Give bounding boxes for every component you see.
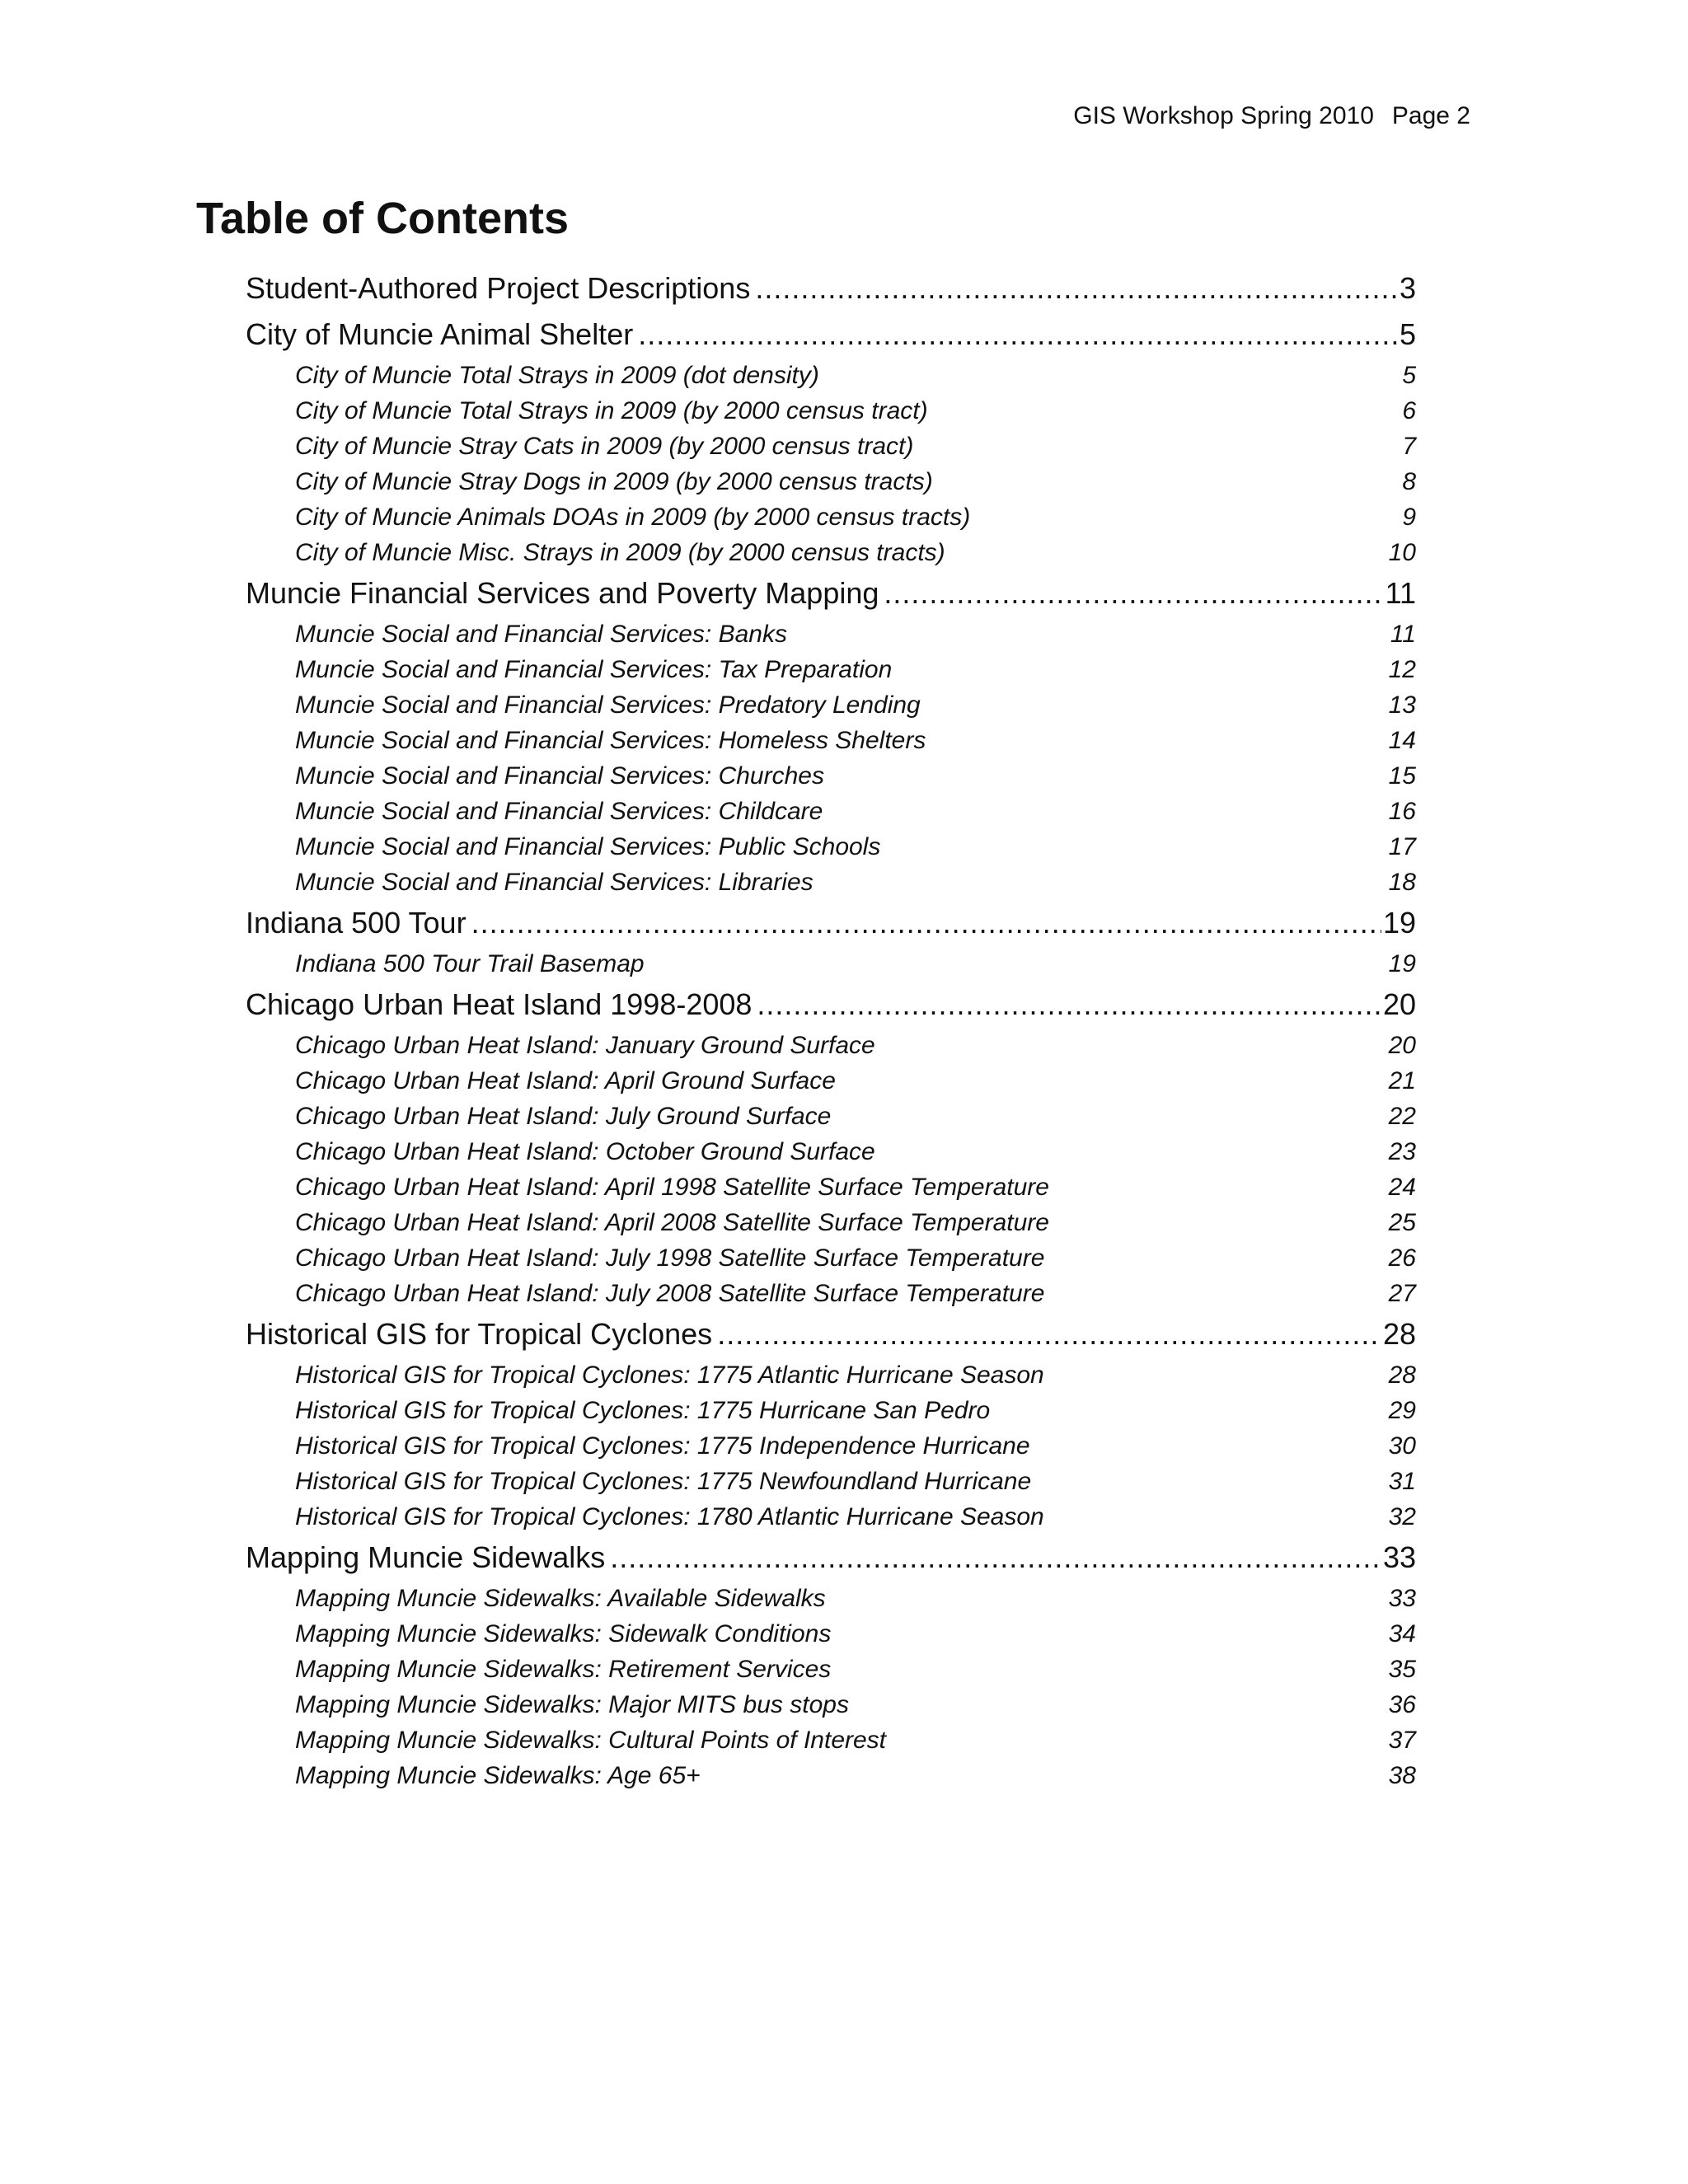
toc-sub-entry[interactable] <box>295 1393 1416 1428</box>
toc-sub-entry-title: Mapping Muncie Sidewalks: Cultural Points of Interest <box>295 1726 887 1754</box>
toc-section-page: 20 <box>1382 987 1416 1021</box>
toc-sub-entry-title: Muncie Social and Financial Services: Banks <box>295 620 787 648</box>
toc-sub-entry-title: Historical GIS for Tropical Cyclones: 1780 Atlantic Hurricane Season <box>295 1502 1044 1530</box>
dot-leader <box>884 576 1383 611</box>
toc-sub-entry-title: Mapping Muncie Sidewalks: Retirement Services <box>295 1655 832 1683</box>
header-page-label: Page 2 <box>1391 102 1470 129</box>
toc-sub-entry-title: Chicago Urban Heat Island: January Ground Surface <box>295 1031 875 1059</box>
toc-sub-entry-page: 33 <box>1388 1584 1416 1612</box>
toc-sub-entry-title: Indiana 500 Tour Trail Basemap <box>295 949 645 977</box>
toc-section-title: City of Muncie Animal Shelter <box>246 317 634 351</box>
toc-sub-entry[interactable] <box>295 1581 1416 1616</box>
toc-sub-entry[interactable] <box>295 1616 1416 1652</box>
toc-sub-entry-page: 15 <box>1388 762 1416 790</box>
toc-sub-entry-title: Muncie Social and Financial Services: Homeless Shelters <box>295 726 926 754</box>
toc-sub-entry-title: Chicago Urban Heat Island: April 1998 Satellite Surface Temperature <box>295 1173 1049 1201</box>
toc-sub-entry-page: 9 <box>1402 503 1416 531</box>
toc-sub-entry[interactable] <box>295 723 1416 758</box>
toc-sub-entry[interactable] <box>295 358 1416 393</box>
toc-sub-entry-page: 23 <box>1388 1137 1416 1165</box>
toc-section-title: Chicago Urban Heat Island 1998-2008 <box>246 987 753 1021</box>
toc-sub-entry[interactable] <box>295 1276 1416 1311</box>
toc-sub-entry-page: 11 <box>1390 620 1416 648</box>
toc-sub-entry-title: Chicago Urban Heat Island: April Ground Surface <box>295 1066 836 1094</box>
toc-sub-entry-title: City of Muncie Total Strays in 2009 (by 2000 census tract) <box>295 396 928 424</box>
toc-sub-entry-title: City of Muncie Stray Cats in 2009 (by 2000 census tract) <box>295 432 914 460</box>
toc-sub-entry-page: 21 <box>1388 1066 1416 1094</box>
toc-sub-entry-title: Chicago Urban Heat Island: October Ground Surface <box>295 1137 875 1165</box>
toc-sub-entry-title: Historical GIS for Tropical Cyclones: 1775 Hurricane San Pedro <box>295 1396 991 1424</box>
toc-sub-entry-title: Mapping Muncie Sidewalks: Available Sidewalks <box>295 1584 826 1612</box>
toc-sub-entry-page: 22 <box>1388 1102 1416 1130</box>
toc-sub-entry[interactable] <box>295 946 1416 982</box>
toc-sub-entry-page: 35 <box>1388 1655 1416 1683</box>
toc-sub-entry-page: 29 <box>1388 1396 1416 1424</box>
toc-section-entry[interactable] <box>246 1311 1416 1357</box>
toc-sub-entry-title: Muncie Social and Financial Services: Predatory Lending <box>295 691 921 719</box>
toc-sub-entry-title: Chicago Urban Heat Island: July Ground Surface <box>295 1102 832 1130</box>
toc-sub-entry[interactable] <box>295 1240 1416 1276</box>
toc-sub-entry-title: Mapping Muncie Sidewalks: Sidewalk Conditions <box>295 1619 832 1647</box>
toc-sub-entry[interactable] <box>295 829 1416 865</box>
toc-sub-entry[interactable] <box>295 1063 1416 1099</box>
toc-sub-entry-page: 17 <box>1388 832 1416 860</box>
toc-sub-entry[interactable] <box>295 535 1416 570</box>
toc-sub-entry[interactable] <box>295 1357 1416 1393</box>
toc-sub-entry-page: 31 <box>1388 1467 1416 1495</box>
toc-section-title: Muncie Financial Services and Poverty Mapping <box>246 576 879 610</box>
toc-sub-entry-page: 7 <box>1402 432 1416 460</box>
toc-sub-entry-title: City of Muncie Stray Dogs in 2009 (by 2000 census tracts) <box>295 467 933 495</box>
toc-sub-entry-title: Historical GIS for Tropical Cyclones: 1775 Independence Hurricane <box>295 1432 1030 1460</box>
toc-section-entry[interactable] <box>246 1535 1416 1581</box>
toc-sub-entry-page: 26 <box>1388 1244 1416 1272</box>
toc-sub-entry-title: Muncie Social and Financial Services: Churches <box>295 762 824 790</box>
toc-sub-entry-page: 34 <box>1388 1619 1416 1647</box>
toc-section-title: Student-Authored Project Descriptions <box>246 271 751 305</box>
toc-sub-entry[interactable] <box>295 616 1416 652</box>
toc-sub-entry[interactable] <box>295 1687 1416 1722</box>
toc-section-page: 33 <box>1382 1540 1416 1574</box>
header-publication: GIS Workshop Spring 2010 <box>1073 102 1374 129</box>
toc-section-entry[interactable] <box>246 312 1416 358</box>
toc-sub-entry-title: Mapping Muncie Sidewalks: Age 65+ <box>295 1761 701 1789</box>
toc-sub-entry-page: 36 <box>1388 1690 1416 1718</box>
toc-sub-entry[interactable] <box>295 1464 1416 1499</box>
toc-sub-entry[interactable] <box>295 499 1416 535</box>
toc-section-page: 11 <box>1385 576 1416 610</box>
toc-sub-entry-title: City of Muncie Misc. Strays in 2009 (by 2000 census tracts) <box>295 538 945 566</box>
toc-sub-entry-title: Chicago Urban Heat Island: April 2008 Satellite Surface Temperature <box>295 1208 1049 1236</box>
toc-sub-entry[interactable] <box>295 429 1416 464</box>
toc-sub-entry-page: 24 <box>1388 1173 1416 1201</box>
toc-section-page: 19 <box>1382 906 1416 940</box>
toc-sub-entry[interactable] <box>295 1722 1416 1758</box>
toc-sub-entry-title: Mapping Muncie Sidewalks: Major MITS bus stops <box>295 1690 849 1718</box>
toc-section-title: Mapping Muncie Sidewalks <box>246 1540 606 1574</box>
toc-sub-entry-title: Muncie Social and Financial Services: Childcare <box>295 797 823 825</box>
toc-sub-entry[interactable] <box>295 1099 1416 1134</box>
toc-sub-entry-page: 5 <box>1402 361 1416 389</box>
toc-sub-entry[interactable] <box>295 1499 1416 1535</box>
toc-list <box>0 265 1688 1793</box>
toc-sub-entry-page: 38 <box>1388 1761 1416 1789</box>
dot-leader <box>610 1540 1381 1575</box>
toc-sub-entry-title: Historical GIS for Tropical Cyclones: 1775 Atlantic Hurricane Season <box>295 1361 1044 1389</box>
toc-section-entry[interactable] <box>246 900 1416 946</box>
toc-sub-entry[interactable] <box>295 464 1416 499</box>
toc-sub-entry-title: Muncie Social and Financial Services: Public Schools <box>295 832 881 860</box>
dot-leader <box>471 906 1381 940</box>
toc-section-page: 5 <box>1399 317 1416 351</box>
running-header <box>1073 102 1470 130</box>
toc-sub-entry-title: Historical GIS for Tropical Cyclones: 1775 Newfoundland Hurricane <box>295 1467 1032 1495</box>
toc-sub-entry-page: 14 <box>1388 726 1416 754</box>
toc-sub-entry[interactable] <box>295 1758 1416 1793</box>
toc-sub-entry-title: Chicago Urban Heat Island: July 1998 Satellite Surface Temperature <box>295 1244 1045 1272</box>
toc-section-entry[interactable] <box>246 265 1416 312</box>
toc-sub-entry-page: 8 <box>1402 467 1416 495</box>
toc-sub-entry-page: 19 <box>1388 949 1416 977</box>
toc-sub-entry[interactable] <box>295 393 1416 429</box>
toc-sub-entry-page: 20 <box>1388 1031 1416 1059</box>
toc-sub-entry-page: 12 <box>1388 655 1416 683</box>
toc-sub-entry-title: Chicago Urban Heat Island: July 2008 Satellite Surface Temperature <box>295 1279 1045 1307</box>
toc-sub-entry-page: 18 <box>1388 868 1416 896</box>
page-title: Table of Contents <box>196 194 569 243</box>
toc-sub-entry[interactable] <box>295 865 1416 900</box>
toc-sub-entry-page: 30 <box>1388 1432 1416 1460</box>
dot-leader <box>717 1317 1381 1352</box>
toc-sub-entry[interactable] <box>295 1205 1416 1240</box>
toc-sub-entry-title: Muncie Social and Financial Services: Libraries <box>295 868 814 896</box>
toc-sub-entry-page: 13 <box>1388 691 1416 719</box>
toc-section-title: Indiana 500 Tour <box>246 906 467 940</box>
dot-leader <box>755 271 1398 306</box>
toc-sub-entry-page: 37 <box>1388 1726 1416 1754</box>
toc-section-page: 3 <box>1399 271 1416 305</box>
toc-sub-entry[interactable] <box>295 794 1416 829</box>
toc-sub-entry-page: 32 <box>1388 1502 1416 1530</box>
toc-section-entry[interactable] <box>246 982 1416 1028</box>
toc-sub-entry[interactable] <box>295 758 1416 794</box>
toc-sub-entry[interactable] <box>295 1028 1416 1063</box>
toc-sub-entry-page: 28 <box>1388 1361 1416 1389</box>
toc-sub-entry-title: Muncie Social and Financial Services: Tax Preparation <box>295 655 893 683</box>
toc-section-title: Historical GIS for Tropical Cyclones <box>246 1317 713 1351</box>
toc-sub-entry-page: 10 <box>1388 538 1416 566</box>
toc-sub-entry-page: 6 <box>1402 396 1416 424</box>
toc-sub-entry-page: 16 <box>1388 797 1416 825</box>
toc-sub-entry[interactable] <box>295 1428 1416 1464</box>
toc-sub-entry[interactable] <box>295 1169 1416 1205</box>
toc-sub-entry[interactable] <box>295 652 1416 687</box>
toc-sub-entry-page: 27 <box>1388 1279 1416 1307</box>
toc-sub-entry[interactable] <box>295 1652 1416 1687</box>
toc-sub-entry-page: 25 <box>1388 1208 1416 1236</box>
toc-section-entry[interactable] <box>246 570 1416 616</box>
toc-sub-entry[interactable] <box>295 1134 1416 1169</box>
dot-leader <box>638 317 1398 352</box>
dot-leader <box>757 987 1381 1022</box>
toc-sub-entry-title: City of Muncie Animals DOAs in 2009 (by 2000 census tracts) <box>295 503 971 531</box>
toc-sub-entry[interactable] <box>295 687 1416 723</box>
toc-sub-entry-title: City of Muncie Total Strays in 2009 (dot density) <box>295 361 819 389</box>
toc-section-page: 28 <box>1382 1317 1416 1351</box>
